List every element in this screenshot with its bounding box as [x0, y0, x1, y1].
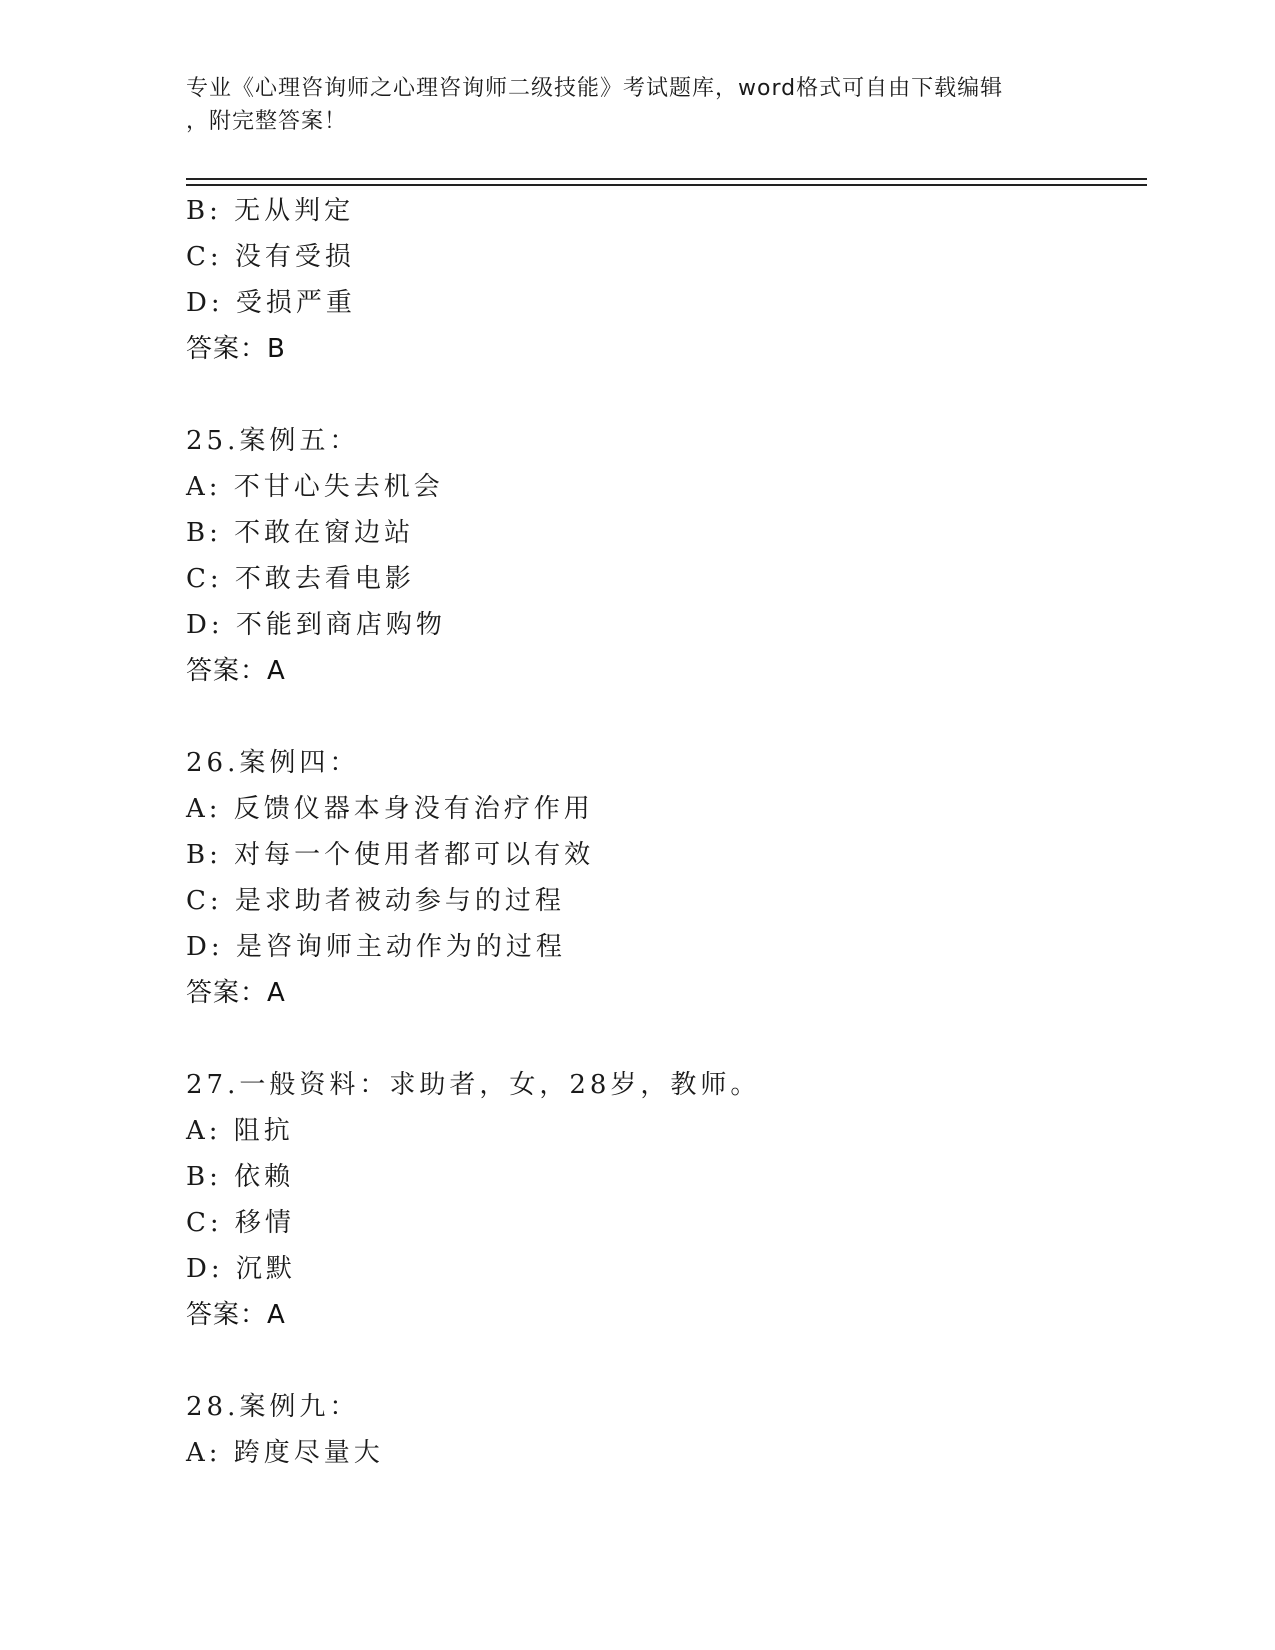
- option-line: D: 沉默: [186, 1254, 296, 1284]
- answer-line: 答案：B: [186, 334, 286, 364]
- option-line: B: 不敢在窗边站: [186, 518, 415, 548]
- option-line: B: 对每一个使用者都可以有效: [186, 840, 595, 870]
- answer-line: 答案：A: [186, 656, 286, 686]
- question-block: [186, 418, 1146, 694]
- question-list: [186, 188, 1146, 1476]
- block-spacer: [186, 694, 1146, 740]
- header-line-2: ，附完整答案！: [186, 109, 348, 134]
- question-title: 27.一般资料：求助者，女，28岁，教师。: [186, 1070, 761, 1100]
- option-line: D: 受损严重: [186, 288, 356, 318]
- option-line: A: 反馈仪器本身没有治疗作用: [186, 794, 594, 824]
- question-title: 26.案例四：: [186, 748, 360, 778]
- question-title: 25.案例五：: [186, 426, 360, 456]
- question-block: [186, 188, 1146, 372]
- question-block: [186, 1384, 1146, 1476]
- option-line: D: 不能到商店购物: [186, 610, 446, 640]
- option-line: A: 阻抗: [186, 1116, 294, 1146]
- header-rule-top: [186, 178, 1147, 180]
- option-line: A: 跨度尽量大: [186, 1438, 384, 1468]
- answer-line: 答案：A: [186, 978, 286, 1008]
- block-spacer: [186, 372, 1146, 418]
- option-line: B: 依赖: [186, 1162, 295, 1192]
- question-block: [186, 1062, 1146, 1338]
- option-line: D: 是咨询师主动作为的过程: [186, 932, 566, 962]
- option-line: C: 移情: [186, 1208, 295, 1238]
- block-spacer: [186, 1338, 1146, 1384]
- header-rule-bottom: [186, 184, 1147, 186]
- question-title: 28.案例九：: [186, 1392, 360, 1422]
- option-line: C: 不敢去看电影: [186, 564, 415, 594]
- answer-line: 答案：A: [186, 1300, 286, 1330]
- option-line: C: 是求助者被动参与的过程: [186, 886, 565, 916]
- option-line: C: 没有受损: [186, 242, 355, 272]
- block-spacer: [186, 1016, 1146, 1062]
- option-line: B: 无从判定: [186, 196, 355, 226]
- question-block: [186, 740, 1146, 1016]
- header-line-1: 专业《心理咨询师之心理咨询师二级技能》考试题库，word格式可自由下载编辑: [186, 76, 1004, 101]
- option-line: A: 不甘心失去机会: [186, 472, 444, 502]
- document-header: [186, 72, 1086, 138]
